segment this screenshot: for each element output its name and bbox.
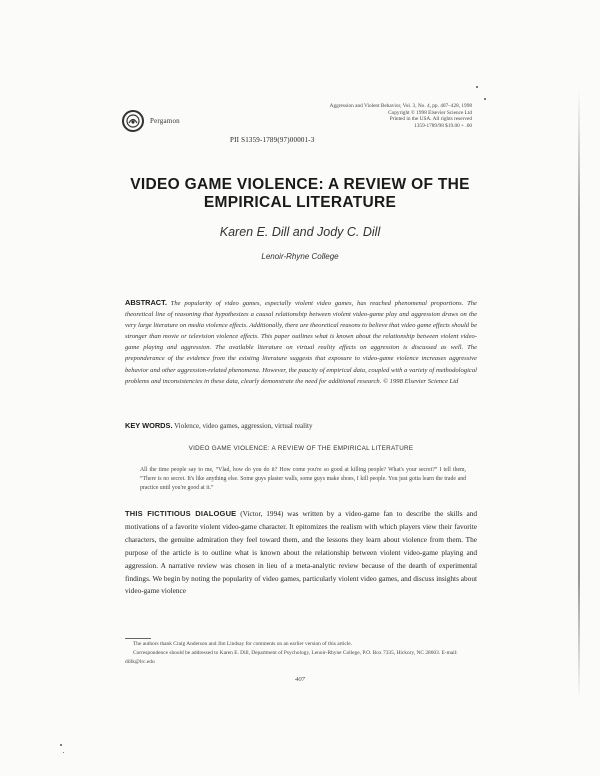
article-title: VIDEO GAME VIOLENCE: A REVIEW OF THE EMPIRICAL LITERATURE bbox=[130, 176, 470, 211]
abstract bbox=[125, 297, 477, 387]
journal-line: Printed in the USA. All rights reserved bbox=[389, 116, 472, 123]
abstract-label: ABSTRACT. bbox=[125, 298, 167, 307]
journal-info bbox=[330, 103, 472, 129]
footnote: The authors thank Craig Anderson and Jim Lindsay for comments on an earlier version of this article. bbox=[133, 641, 353, 647]
scan-speck bbox=[60, 744, 62, 746]
scan-speck bbox=[484, 98, 486, 100]
pii-identifier: PII S1359-1789(97)00001-3 bbox=[230, 136, 315, 144]
footnotes bbox=[125, 640, 477, 668]
journal-line: Copyright © 1998 Elsevier Science Ltd bbox=[388, 109, 472, 116]
body-text: (Victor, 1994) was written by a video-game fan to describe the skills and motivations of a favorite violent video-game character. It epitomizes the realism with which players view their favorite characters, the genuine admiration they feel toward them, and the lessons they learn about violence from them. The purpose of the article is to outline what is known about the relationship between violent video-game playing and aggression. A narrative review was chosen in lieu of a meta-analytic review because of the dearth of experimental findings. We begin by noting the popularity of video games, particularly violent video games, and discuss insights about video-game violence bbox=[125, 509, 477, 596]
section-heading: VIDEO GAME VIOLENCE: A REVIEW OF THE EMPIRICAL LITERATURE bbox=[188, 445, 414, 452]
keywords bbox=[125, 421, 477, 430]
footnote: Correspondence should be addressed to Karen E. Dill, Department of Psychology, Lenoir-Rhyne College, P.O. Box 7335, Hickory, NC 28603. E-mail: dillk@lrc.edu bbox=[125, 650, 458, 666]
journal-line: 1359-1789/98 $19.00 + .00 bbox=[414, 122, 472, 129]
abstract-text: The popularity of video games, especially violent video games, has reached phenomenal proportions. The theoretical line of reasoning that hypothesizes a causal relationship between violent video-game play and aggression draws on the very large literature on media violence effects. Additionally, there are theoretical reasons to believe that video game effects should be stronger than movie or television violence effects. This paper outlines what is known about the relationship between violent video-game playing and aggression. The available literature on virtual reality effects on aggression is discussed as well. The preponderance of the evidence from the existing literature suggests that exposure to video-game violence increases aggressive behavior and other aggression-related phenomena. However, the paucity of empirical data, coupled with a variety of methodological problems and inconsistencies in these data, clearly demonstrate the need for additional research. © 1998 Elsevier Science Ltd bbox=[125, 300, 477, 385]
keywords-text: Violence, video games, aggression, virtual reality bbox=[174, 422, 313, 430]
keywords-label: KEY WORDS. bbox=[125, 421, 173, 430]
page-number: 407 bbox=[295, 676, 305, 683]
journal-line: Aggression and Violent Behavior, Vol. 3, No. 4, pp. 407–428, 1998 bbox=[329, 103, 472, 109]
article-authors: Karen E. Dill and Jody C. Dill bbox=[219, 225, 381, 239]
epigraph: All the time people say to me, “Vlad, how do you do it? How come you're so good at killing people? What's your secret?” I tell them, “There is no secret. It's like anything else. Some guys plaster walls, some guys make shoes, I kill people. You just gotta learn the trade and practice until you're good at it.” bbox=[140, 467, 466, 492]
footnote-rule bbox=[125, 638, 151, 639]
body-paragraph bbox=[125, 508, 477, 598]
body-lead: THIS FICTITIOUS DIALOGUE bbox=[125, 509, 237, 518]
scan-edge-shadow bbox=[578, 90, 580, 700]
author-affiliation: Lenoir-Rhyne College bbox=[261, 252, 339, 261]
publisher-name: Pergamon bbox=[150, 117, 180, 125]
scan-speck bbox=[63, 752, 64, 753]
pergamon-logo-icon bbox=[122, 110, 144, 132]
scan-speck bbox=[476, 86, 478, 88]
